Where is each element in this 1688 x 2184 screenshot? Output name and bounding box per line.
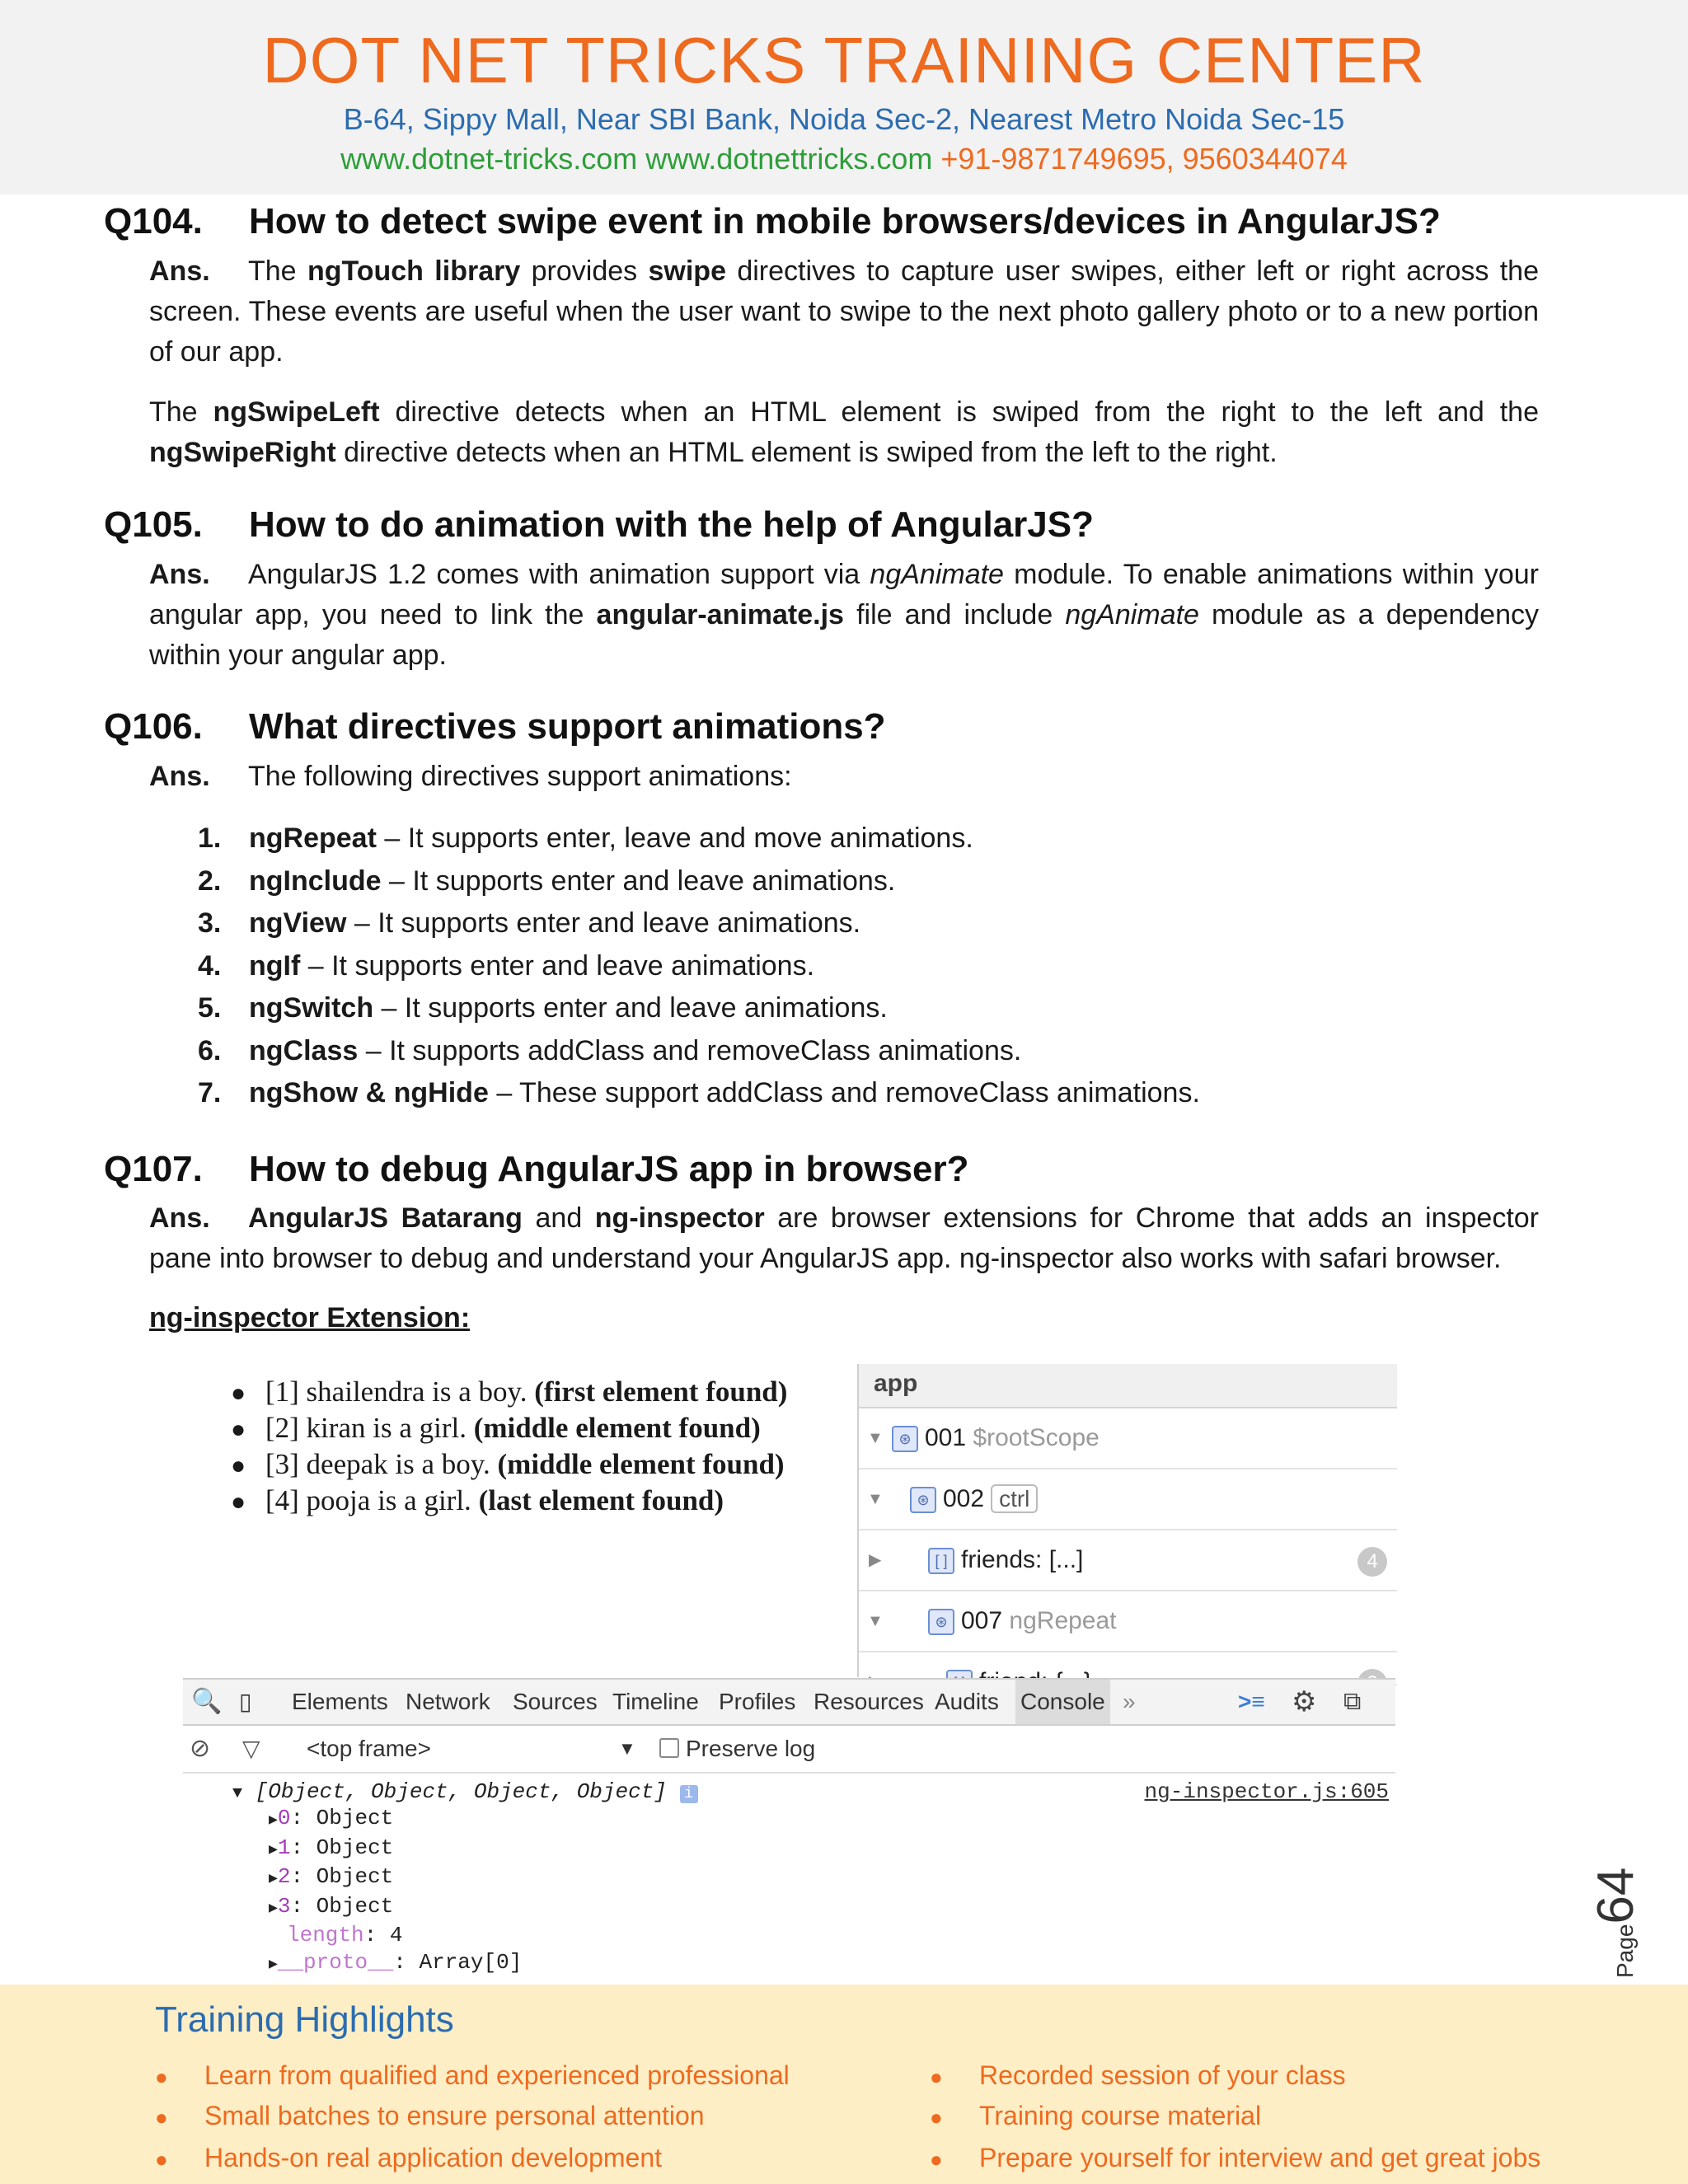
bold-term: AngularJS Batarang: [248, 1202, 523, 1234]
answer-intro-q106: [149, 757, 1539, 797]
scope-icon: ⊛: [892, 1426, 918, 1452]
question-number: Q107.: [104, 1149, 203, 1189]
italic-term: ngAnimate: [870, 559, 1004, 590]
bullet-icon: ●: [930, 2064, 943, 2089]
question-number: Q105.: [104, 504, 203, 545]
question-number: Q106.: [104, 706, 203, 747]
chevron-down-icon[interactable]: ▼: [232, 1784, 243, 1803]
tree-key: 3: [277, 1893, 291, 1919]
answer-paragraph-q104-1: [149, 251, 1539, 373]
question-number: Q104.: [104, 201, 203, 241]
chevron-right-icon[interactable]: ▶: [269, 1871, 278, 1887]
tree-row: [269, 1922, 522, 1949]
item-text: – It supports enter and leave animations.: [346, 907, 861, 939]
list-item: [198, 860, 1200, 903]
scope-icon: ⊛: [910, 1487, 936, 1513]
text-run: module. To enable animations within your angular app, you need to link the: [149, 559, 1539, 630]
scope-id: 001: [925, 1424, 967, 1451]
highlight-text: Prepare yourself for interview and get great jobs: [979, 2143, 1541, 2172]
directive-name: ngView: [249, 907, 347, 939]
frame-select[interactable]: <top frame>: [307, 1736, 431, 1761]
training-highlights-footer: [0, 1985, 1688, 2184]
bullet-icon: ●: [231, 1416, 246, 1443]
highlight-item: [930, 2143, 1540, 2173]
chevron-down-icon[interactable]: ▼: [867, 1612, 884, 1630]
preserve-log-label: Preserve log: [686, 1736, 816, 1761]
tree-key: 2: [277, 1864, 291, 1889]
bold-term: angular-animate.js: [596, 599, 844, 630]
chevron-right-icon[interactable]: ▶: [269, 1841, 278, 1858]
tree-row[interactable]: [269, 1835, 522, 1864]
item-note: (middle element found): [473, 1412, 761, 1444]
phone-numbers: +91-9871749695, 9560344074: [940, 142, 1348, 176]
scope-id: 002: [943, 1485, 985, 1512]
preserve-log-checkbox[interactable]: [659, 1738, 679, 1758]
chevron-down-icon[interactable]: ▼: [618, 1738, 636, 1759]
text-run: The following directives support animations:: [248, 761, 792, 792]
text-run: directive detects when an HTML element is swiped from the right to the left and the: [379, 396, 1539, 428]
pane-header: app: [859, 1364, 1397, 1408]
item-number: 6.: [198, 1034, 222, 1066]
directive-name: ngRepeat: [249, 823, 377, 854]
list-item: [231, 1447, 787, 1483]
tree-row[interactable]: [269, 1893, 522, 1923]
text-run: module as a dependency within your angular app.: [149, 599, 1540, 671]
tab-audits[interactable]: Audits: [935, 1689, 999, 1714]
text-run: directive detects when an HTML element is swiped from the left to the right.: [335, 437, 1278, 468]
tree-value: : Object: [290, 1893, 394, 1919]
header-address: B-64, Sippy Mall, Near SBI Bank, Noida Sec-2, Nearest Metro Noida Sec-15: [343, 102, 1345, 136]
item-text: [1] shailendra is a boy.: [265, 1376, 535, 1408]
tree-row[interactable]: [269, 1805, 522, 1835]
list-item: [231, 1411, 787, 1447]
text-run: provides: [520, 255, 649, 287]
directive-name: ngSwitch: [249, 992, 374, 1024]
item-text: – It supports addClass and removeClass animations.: [358, 1034, 1022, 1066]
tree-key: 0: [277, 1806, 291, 1830]
model-row-friends[interactable]: [859, 1530, 1397, 1591]
tree-value: : Object: [290, 1806, 394, 1830]
tab-elements[interactable]: Elements: [292, 1689, 388, 1714]
bullet-icon: ●: [231, 1452, 246, 1479]
highlight-text: Learn from qualified and experienced professional: [204, 2060, 790, 2090]
directive-name: ngClass: [249, 1034, 359, 1066]
source-link[interactable]: ng-inspector.js:605: [1144, 1779, 1389, 1804]
scope-row-ctrl[interactable]: [859, 1469, 1397, 1530]
item-text: [3] deepak is a boy.: [265, 1448, 498, 1480]
gear-icon[interactable]: ⚙: [1292, 1686, 1317, 1718]
question-heading-q104: [104, 201, 1441, 242]
bullet-icon: ●: [930, 2147, 943, 2172]
list-item: [198, 1072, 1200, 1115]
list-item: [198, 987, 1200, 1030]
question-heading-q106: [104, 706, 886, 748]
bold-term: ngSwipeLeft: [213, 396, 380, 428]
page-label: Page: [1612, 1924, 1638, 1978]
directive-name: ngInclude: [249, 865, 382, 897]
console-log-entry[interactable]: [232, 1779, 698, 1808]
tab-sources[interactable]: Sources: [513, 1689, 598, 1714]
item-number: 7.: [198, 1077, 222, 1108]
answer-paragraph-q107: [149, 1198, 1539, 1279]
tree-value: : 4: [363, 1923, 403, 1947]
bullet-icon: ●: [231, 1380, 246, 1407]
item-text: [2] kiran is a girl.: [265, 1412, 474, 1444]
ng-inspector-pane: [857, 1364, 1397, 1677]
tree-value: : Object: [290, 1864, 394, 1889]
answer-paragraph-q105: [149, 555, 1539, 676]
bullet-icon: ●: [231, 1488, 246, 1516]
item-text: – It supports enter and leave animations.: [300, 949, 815, 982]
device-mode-icon[interactable]: ▯: [239, 1689, 252, 1714]
question-title: How to detect swipe event in mobile browsers/devices in AngularJS?: [249, 201, 1441, 241]
tree-key: length: [287, 1923, 364, 1947]
chevron-right-icon[interactable]: ▶: [869, 1551, 882, 1569]
directive-name: ngShow & ngHide: [249, 1077, 497, 1108]
subheading-ng-inspector: ng-inspector Extension:: [149, 1302, 471, 1333]
highlight-item: [155, 2060, 790, 2091]
highlight-text: Hands-on real application development: [204, 2143, 663, 2172]
info-icon[interactable]: i: [680, 1785, 698, 1803]
devtools-tabbar: [183, 1678, 1395, 1726]
tree-value: : Array[0]: [393, 1949, 523, 1975]
console-toolbar: [183, 1726, 1395, 1774]
italic-term: ngAnimate: [1065, 599, 1199, 630]
item-text: – It supports enter, leave and move animations.: [376, 823, 973, 854]
item-text: – These support addClass and removeClass animations.: [496, 1077, 1200, 1108]
devtools-panel: [183, 1678, 1395, 1975]
question-title: How to debug AngularJS app in browser?: [249, 1149, 969, 1189]
tree-value: : Object: [290, 1835, 394, 1860]
chevron-right-icon[interactable]: ▶: [269, 1812, 278, 1829]
scope-row-rootscope[interactable]: [859, 1408, 1397, 1469]
highlight-item: [155, 2143, 662, 2173]
count-badge: 4: [1357, 1547, 1387, 1577]
text-run: AngularJS 1.2 comes with animation support via: [248, 559, 870, 590]
bold-term: ngTouch library: [307, 255, 521, 287]
list-item: [231, 1483, 787, 1520]
item-number: 3.: [198, 907, 222, 939]
clear-console-icon[interactable]: ⊘: [190, 1735, 211, 1762]
list-item: [198, 945, 1200, 988]
answer-label: Ans.: [149, 1202, 210, 1234]
tab-profiles[interactable]: Profiles: [719, 1689, 796, 1714]
page-number: [1587, 1854, 1653, 1978]
text-run: The: [149, 396, 213, 428]
highlight-text: Recorded session of your class: [979, 2060, 1346, 2090]
tab-network[interactable]: Network: [406, 1689, 490, 1714]
question-heading-q105: [104, 504, 1094, 546]
footer-title: Training Highlights: [155, 1999, 454, 2040]
scope-name: $rootScope: [973, 1424, 1100, 1451]
model-name: friends: [...]: [961, 1546, 1084, 1573]
highlight-item: [930, 2101, 1261, 2131]
question-heading-q107: [104, 1149, 969, 1190]
item-note: (last element found): [478, 1484, 724, 1516]
array-icon: [ ]: [928, 1548, 954, 1574]
chevron-down-icon[interactable]: ▼: [867, 1490, 884, 1508]
chevron-right-icon[interactable]: ▶: [269, 1956, 278, 1973]
item-text: – It supports enter and leave animations.: [373, 992, 888, 1024]
scope-id: 007: [961, 1607, 1003, 1634]
item-number: 2.: [198, 865, 222, 897]
text-run: are browser extensions for Chrome that adds an inspector pane into browser to debug and understand your AngularJS app. ng-inspector also works with safari browser.: [149, 1202, 1540, 1274]
website-link-1[interactable]: www.dotnet-tricks.com: [340, 142, 638, 176]
tree-row[interactable]: [269, 1949, 522, 1979]
tab-resources[interactable]: Resources: [814, 1689, 924, 1714]
item-note: (middle element found): [497, 1448, 785, 1480]
item-number: 1.: [198, 823, 222, 854]
list-item: [198, 818, 1200, 860]
text-run: directives to capture user swipes, either left or right across the screen. These events are useful when the user want to swipe to the next photo gallery photo or to a new portion of our app.: [149, 255, 1540, 368]
console-tree: [269, 1805, 522, 1978]
list-item: [231, 1375, 787, 1411]
search-icon[interactable]: 🔍: [191, 1688, 223, 1715]
item-note: (first element found): [534, 1376, 788, 1408]
console-drawer-icon[interactable]: >≡: [1238, 1689, 1265, 1714]
page-number-value: 64: [1587, 1867, 1644, 1924]
bold-term: ng-inspector: [594, 1202, 765, 1234]
item-number: 4.: [198, 949, 222, 982]
scope-name: ngRepeat: [1009, 1607, 1117, 1634]
item-text: [4] pooja is a girl.: [265, 1484, 479, 1516]
text-run: The: [248, 255, 307, 287]
bullet-icon: ●: [155, 2147, 168, 2172]
chevron-right-icon[interactable]: ▶: [269, 1900, 278, 1917]
bold-term: swipe: [648, 255, 726, 287]
chevron-down-icon[interactable]: ▼: [867, 1429, 884, 1447]
highlight-text: Small batches to ensure personal attention: [204, 2101, 705, 2130]
bold-term: ngSwipeRight: [149, 437, 336, 468]
highlight-text: Training course material: [979, 2101, 1262, 2130]
bullet-icon: ●: [155, 2064, 168, 2089]
scope-icon: ⊛: [928, 1609, 954, 1635]
item-number: 5.: [198, 992, 222, 1024]
filter-icon[interactable]: ▽: [242, 1736, 260, 1761]
tab-console[interactable]: Console: [1015, 1680, 1110, 1724]
bullet-icon: ●: [930, 2105, 943, 2130]
list-item: [198, 902, 1200, 945]
scope-name: ctrl: [991, 1484, 1038, 1513]
model-row-friend[interactable]: [859, 1624, 1397, 1685]
list-item: [198, 1030, 1200, 1073]
item-text: – It supports enter and leave animations.: [381, 865, 896, 897]
answer-paragraph-q104-2: [149, 392, 1539, 473]
answer-label: Ans.: [149, 559, 210, 590]
answer-label: Ans.: [149, 255, 210, 287]
text-run: and: [522, 1202, 595, 1234]
website-link-2[interactable]: www.dotnettricks.com: [645, 142, 933, 176]
directive-name: ngIf: [249, 949, 301, 982]
directive-list: [198, 818, 1200, 1115]
tab-timeline[interactable]: Timeline: [612, 1689, 699, 1714]
log-array: [Object, Object, Object, Object]: [255, 1779, 667, 1804]
text-run: file and include: [843, 599, 1066, 630]
answer-label: Ans.: [149, 761, 210, 792]
highlight-item: [155, 2101, 705, 2131]
tree-key: 1: [277, 1835, 291, 1860]
header-contact: [0, 142, 1688, 176]
bullet-icon: ●: [155, 2105, 168, 2130]
dock-icon[interactable]: ⧉: [1343, 1688, 1362, 1715]
page-header: [0, 0, 1688, 194]
more-tabs-button[interactable]: »: [1123, 1689, 1136, 1714]
header-title: DOT NET TRICKS TRAINING CENTER: [262, 24, 1426, 96]
highlight-item: [930, 2060, 1346, 2091]
question-title: What directives support animations?: [249, 706, 886, 747]
tree-row[interactable]: [269, 1863, 522, 1893]
tree-key: __proto__: [277, 1949, 394, 1975]
question-title: How to do animation with the help of AngularJS?: [249, 504, 1094, 545]
figure-output-list: [231, 1375, 787, 1520]
